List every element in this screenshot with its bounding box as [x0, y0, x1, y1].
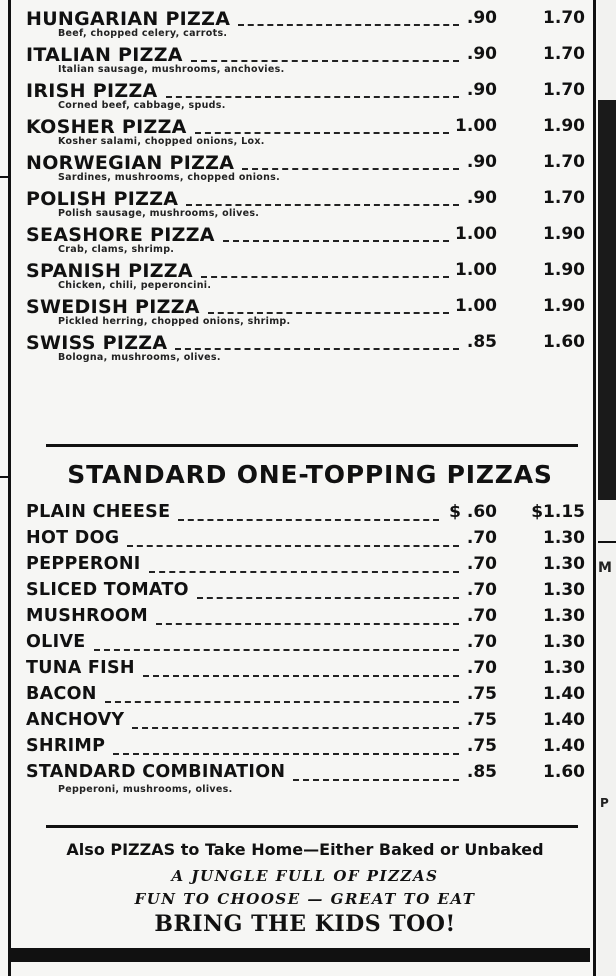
leader-dots: [113, 753, 459, 755]
menu-item-row: [20, 654, 592, 680]
menu-item-row: [20, 150, 592, 172]
small-price: .90: [466, 188, 497, 208]
menu-item-description: Sardines, mushrooms, chopped onions.: [58, 172, 281, 183]
small-price: .90: [466, 80, 497, 100]
large-price: $1.15: [531, 502, 585, 522]
menu-item-description: Pickled herring, chopped onions, shrimp.: [58, 316, 291, 327]
small-price: .90: [466, 44, 497, 64]
small-price: .90: [466, 8, 497, 28]
standard-pizza-list: [20, 498, 592, 798]
section-divider: [46, 825, 578, 828]
leader-dots: [195, 132, 449, 134]
menu-item-row: [20, 602, 592, 628]
large-price: 1.70: [543, 152, 585, 172]
leader-dots: [178, 519, 439, 521]
kids-line: BRING THE KIDS TOO!: [154, 911, 456, 937]
menu-item-name: TUNA FISH: [26, 658, 135, 678]
large-price: 1.30: [543, 528, 585, 548]
small-price: .70: [466, 658, 497, 678]
menu-item-description: Kosher salami, chopped onions, Lox.: [58, 136, 265, 147]
menu-item-name: STANDARD COMBINATION: [26, 762, 286, 782]
menu-item-description: Corned beef, cabbage, spuds.: [58, 100, 226, 111]
take-home-line: Also PIZZAS to Take Home—Either Baked or Unbaked: [66, 840, 544, 859]
menu-item-name: OLIVE: [26, 632, 86, 652]
menu-item-row: [20, 186, 592, 208]
small-price: .75: [466, 710, 497, 730]
menu-item-name: ITALIAN PIZZA: [26, 44, 183, 66]
menu-item-row: [20, 6, 592, 28]
leader-dots: [197, 597, 459, 599]
menu-item-name: BACON: [26, 684, 97, 704]
menu-item-name: PEPPERONI: [26, 554, 141, 574]
large-price: 1.30: [543, 554, 585, 574]
small-price: .70: [466, 632, 497, 652]
menu-item-row: [20, 330, 592, 352]
leader-dots: [156, 623, 459, 625]
menu-item-name: PLAIN CHEESE: [26, 502, 171, 522]
menu-item-row: [20, 550, 592, 576]
adjacent-fragment-m: M: [598, 560, 612, 576]
menu-item-name: SHRIMP: [26, 736, 106, 756]
slogan-line-2: FUN TO CHOOSE — GREAT TO EAT: [134, 890, 476, 908]
menu-item-name: NORWEGIAN PIZZA: [26, 152, 235, 174]
leader-dots: [105, 701, 459, 703]
menu-item-row: [20, 42, 592, 64]
menu-item-description: Italian sausage, mushrooms, anchovies.: [58, 64, 285, 75]
menu-item-row: [20, 680, 592, 706]
large-price: 1.90: [543, 296, 585, 316]
specialty-pizza-list: [20, 6, 592, 366]
leader-dots: [149, 571, 459, 573]
right-edge-tick: [598, 541, 616, 543]
small-price: .85: [466, 332, 497, 352]
leader-dots: [208, 312, 449, 314]
menu-item-row: [20, 78, 592, 100]
menu-item-name: ANCHOVY: [26, 710, 125, 730]
menu-item-name: SPANISH PIZZA: [26, 260, 193, 282]
menu-item-row: [20, 628, 592, 654]
leader-dots: [166, 96, 459, 98]
menu-item-name: MUSHROOM: [26, 606, 148, 626]
large-price: 1.70: [543, 8, 585, 28]
leader-dots: [186, 204, 459, 206]
slogan-line-1: A JUNGLE FULL OF PIZZAS: [171, 867, 439, 885]
menu-item-row: [20, 576, 592, 602]
small-price: 1.00: [455, 224, 497, 244]
menu-item-row: [20, 732, 592, 758]
small-price: .70: [466, 580, 497, 600]
menu-item-name: SEASHORE PIZZA: [26, 224, 215, 246]
small-price: .70: [466, 606, 497, 626]
large-price: 1.40: [543, 736, 585, 756]
small-price: .70: [466, 528, 497, 548]
large-price: 1.30: [543, 580, 585, 600]
small-price: .70: [466, 554, 497, 574]
menu-item-row: [20, 294, 592, 316]
small-price: .85: [466, 762, 497, 782]
menu-item-name: SWEDISH PIZZA: [26, 296, 200, 318]
large-price: 1.30: [543, 658, 585, 678]
large-price: 1.70: [543, 80, 585, 100]
menu-item-description: Bologna, mushrooms, olives.: [58, 352, 221, 363]
large-price: 1.60: [543, 332, 585, 352]
menu-item-name: IRISH PIZZA: [26, 80, 158, 102]
adjacent-fragment-p: P: [600, 796, 609, 810]
large-price: 1.90: [543, 224, 585, 244]
large-price: 1.90: [543, 260, 585, 280]
menu-item-row: [20, 258, 592, 280]
small-price: 1.00: [455, 260, 497, 280]
small-price: 1.00: [455, 296, 497, 316]
large-price: 1.30: [543, 632, 585, 652]
leader-dots: [175, 348, 459, 350]
large-price: 1.90: [543, 116, 585, 136]
leader-dots: [143, 675, 459, 677]
large-price: 1.70: [543, 44, 585, 64]
menu-item-description: Polish sausage, mushrooms, olives.: [58, 208, 260, 219]
menu-item-row: [20, 222, 592, 244]
menu-item-name: HUNGARIAN PIZZA: [26, 8, 231, 30]
leader-dots: [132, 727, 459, 729]
small-price: 1.00: [455, 116, 497, 136]
left-column-rule: [8, 0, 11, 976]
section-divider: [46, 444, 578, 447]
small-price: .90: [466, 152, 497, 172]
menu-item-description: Beef, chopped celery, carrots.: [58, 28, 228, 39]
standard-section-heading: STANDARD ONE-TOPPING PIZZAS: [67, 460, 553, 489]
menu-item-name: KOSHER PIZZA: [26, 116, 187, 138]
bottom-rule: [10, 948, 590, 962]
leader-dots: [94, 649, 459, 651]
left-edge-tick: [0, 476, 8, 478]
menu-item-name: POLISH PIZZA: [26, 188, 179, 210]
menu-item-row: [20, 758, 592, 784]
left-edge-tick: [0, 176, 8, 178]
menu-item-description: Pepperoni, mushrooms, olives.: [58, 784, 233, 795]
menu-item-row: [20, 706, 592, 732]
leader-dots: [201, 276, 449, 278]
large-price: 1.40: [543, 710, 585, 730]
large-price: 1.60: [543, 762, 585, 782]
large-price: 1.40: [543, 684, 585, 704]
large-price: 1.30: [543, 606, 585, 626]
small-price: .75: [466, 736, 497, 756]
menu-item-row: [20, 114, 592, 136]
menu-item-description: Crab, clams, shrimp.: [58, 244, 175, 255]
small-price: $ .60: [449, 502, 497, 522]
menu-item-name: SLICED TOMATO: [26, 580, 189, 600]
leader-dots: [191, 60, 459, 62]
menu-item-name: HOT DOG: [26, 528, 120, 548]
menu-item-description: Chicken, chili, peperoncini.: [58, 280, 212, 291]
adjacent-column-strip: [598, 0, 616, 976]
menu-item-row: [20, 524, 592, 550]
large-price: 1.70: [543, 188, 585, 208]
leader-dots: [127, 545, 459, 547]
menu-item-row: [20, 498, 592, 524]
leader-dots: [223, 240, 449, 242]
small-price: .75: [466, 684, 497, 704]
menu-item-name: SWISS PIZZA: [26, 332, 168, 354]
right-column-rule: [593, 0, 596, 976]
